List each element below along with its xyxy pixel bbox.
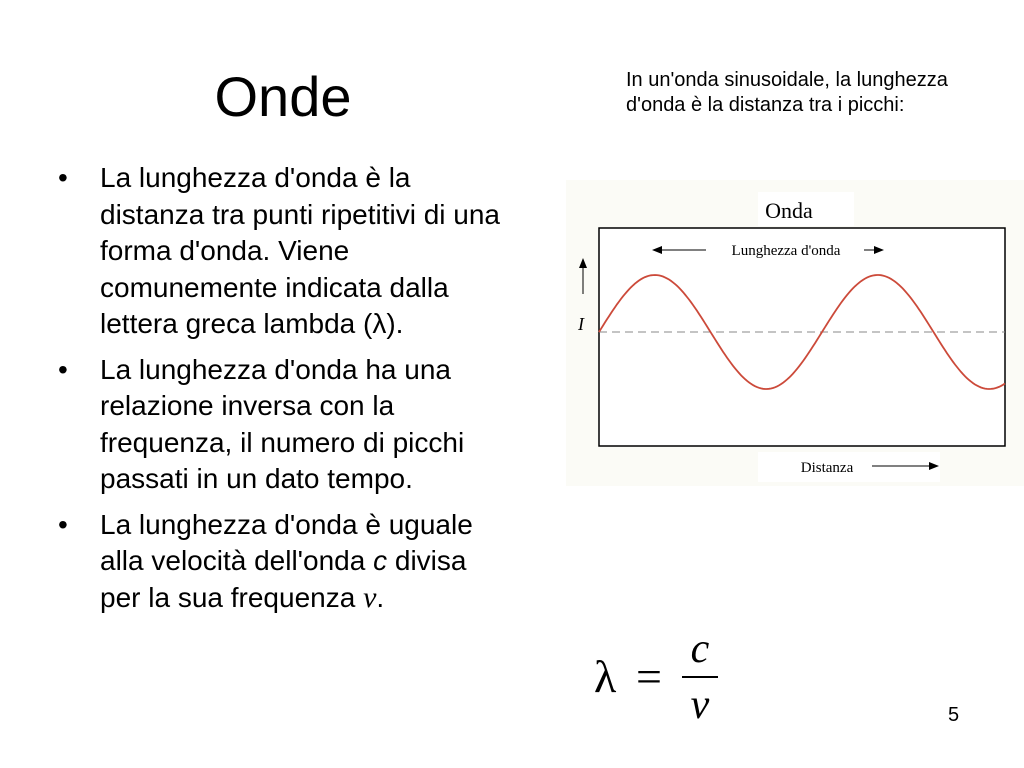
bullet-text-continued: divisa per la sua frequenza	[100, 545, 467, 613]
bullet-marker: •	[58, 353, 68, 385]
bullet-text: La lunghezza d'onda è uguale alla velocità dell'onda	[100, 508, 473, 576]
bullet-text-end: .	[376, 581, 385, 613]
bullet-item-2	[58, 352, 508, 498]
bullet-item-3	[58, 507, 508, 617]
bullet-text: La lunghezza d'onda è la distanza tra punti ripetitivi di una forma d'onda. Viene comunemente indicata dalla lettera greca lambda (λ).	[100, 162, 500, 339]
formula-equals: =	[636, 651, 662, 702]
bullet-marker: •	[58, 162, 68, 193]
diagram-title: Onda	[765, 198, 813, 223]
formula-denominator: ν	[690, 682, 710, 728]
diagram-caption: In un'onda sinusoidale, la lunghezza d'onda è la distanza tra i picchi:	[626, 69, 948, 116]
bullet-item-1	[58, 160, 508, 343]
formula-numerator: c	[690, 628, 710, 672]
bullet-text: La lunghezza d'onda ha una relazione inversa con la frequenza, il numero di picchi passati in un dato tempo.	[100, 353, 465, 494]
variable-c: c	[373, 545, 388, 576]
variable-nu: ν	[363, 580, 377, 614]
x-axis-label: Distanza	[800, 460, 854, 476]
slide-title: Onde	[214, 65, 352, 128]
amplitude-label: I	[578, 314, 584, 334]
bullet-marker: •	[58, 508, 68, 540]
plot-frame	[599, 228, 1005, 446]
wavelength-label: Lunghezza d'onda	[731, 243, 841, 259]
formula-lambda: λ	[594, 651, 617, 702]
page-number: 5	[948, 704, 960, 726]
wave-diagram	[566, 180, 1024, 486]
bullet-list	[58, 160, 508, 625]
wavelength-formula	[590, 628, 740, 728]
